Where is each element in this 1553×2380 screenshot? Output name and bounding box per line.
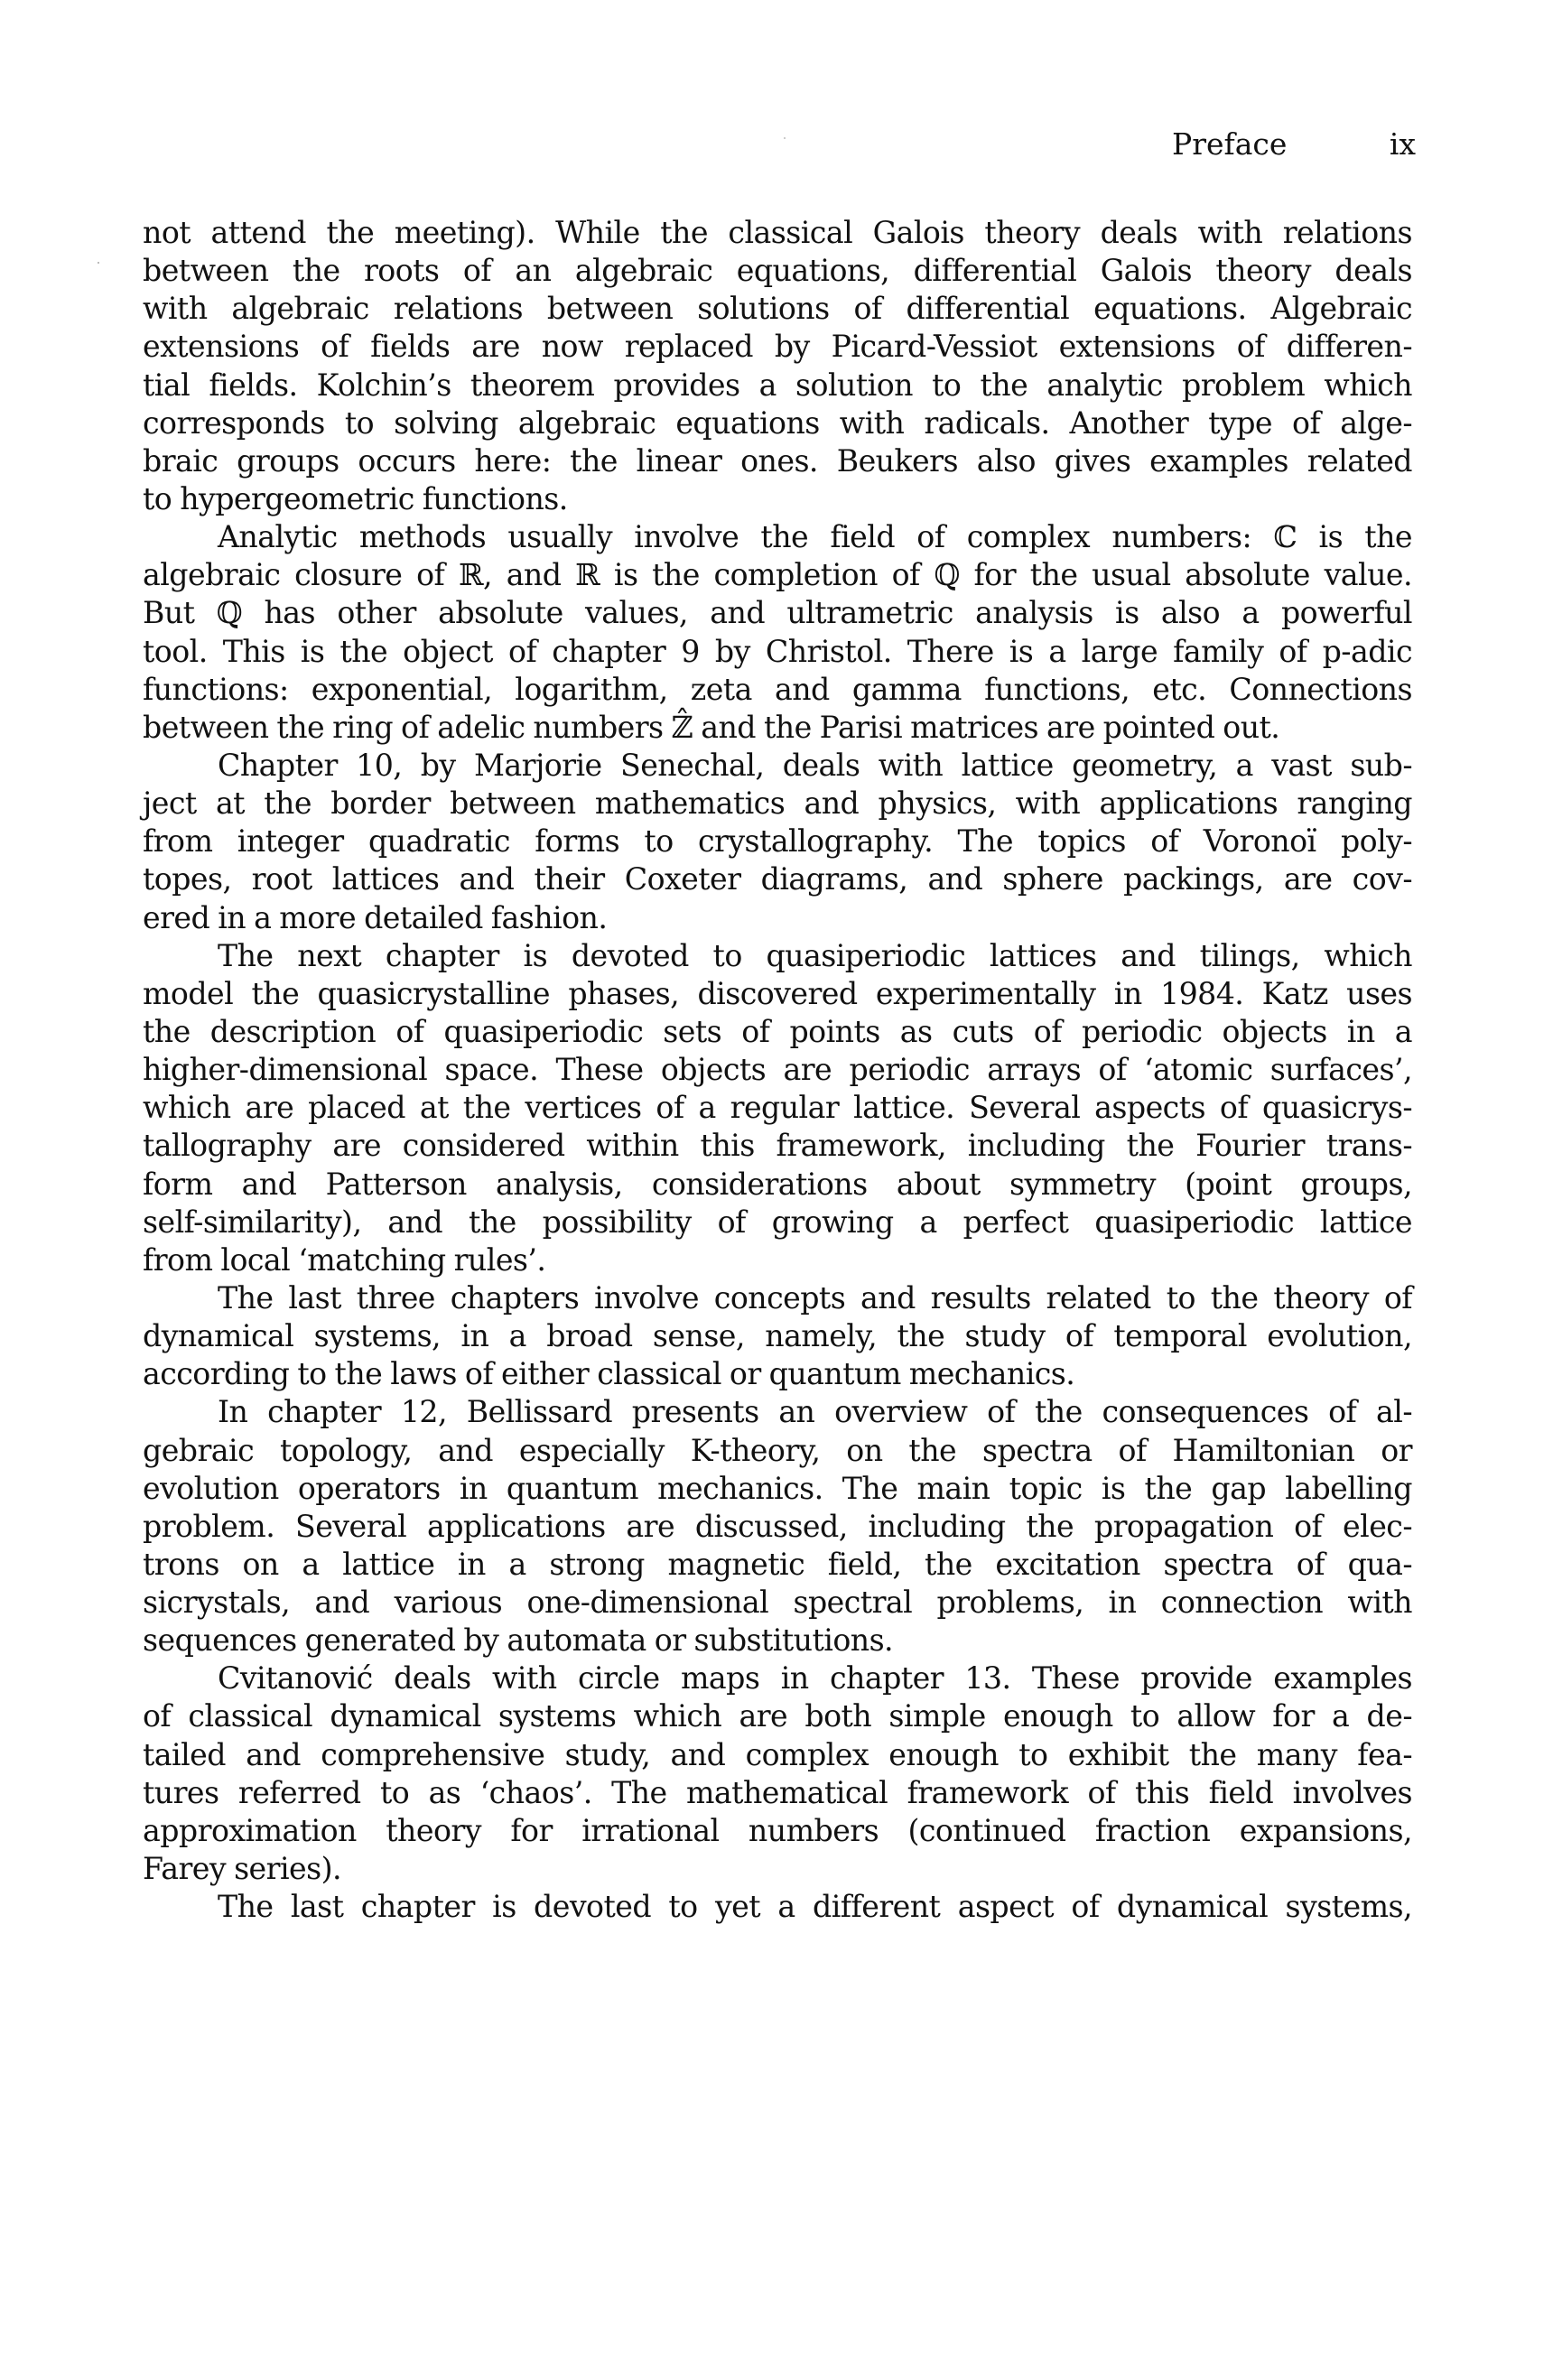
text-line: braic groups occurs here: the linear ones. Beukers also gives examples related [143,442,1412,479]
scan-speck [98,262,99,264]
text-line: the description of quasiperiodic sets of points as cuts of periodic objects in a [143,1013,1412,1049]
text-line: higher-dimensional space. These objects are periodic arrays of ‘atomic surfaces’, [143,1052,1412,1088]
text-line: evolution operators in quantum mechanics. The main topic is the gap labelling [143,1470,1412,1506]
text-line: dynamical systems, in a broad sense, namely, the study of temporal evolution, [143,1318,1412,1354]
running-head [1172,126,1416,172]
paragraph [143,1888,1412,1926]
text-line: corresponds to solving algebraic equations with radicals. Another type of alge- [143,404,1412,441]
paragraph [143,1279,1412,1393]
paragraph [143,1659,1412,1888]
text-line: form and Patterson analysis, considerations about symmetry (point groups, [143,1166,1412,1202]
paragraph [143,214,1412,518]
text-line: approximation theory for irrational numbers (continued fraction expansions, [143,1812,1412,1848]
text-line: Farey series). [143,1851,341,1887]
text-line: ject at the border between mathematics and physics, with applications ranging [143,786,1412,822]
text-line: sicrystals, and various one-dimensional spectral problems, in connection with [143,1585,1412,1621]
text-line: topes, root lattices and their Coxeter diagrams, and sphere packings, are cov- [143,861,1412,897]
text-line: tures referred to as ‘chaos’. The mathematical framework of this field involves [143,1774,1412,1810]
text-line: The next chapter is devoted to quasiperiodic lattices and tilings, which [218,937,1412,973]
text-line: tallography are considered within this framework, including the Fourier trans- [143,1128,1412,1164]
text-line: ered in a more detailed fashion. [143,899,608,935]
text-line: not attend the meeting). While the classical Galois theory deals with relations [143,215,1412,250]
running-head-title: Preface [1172,126,1288,162]
text-line: algebraic closure of ℝ, and ℝ is the completion of ℚ for the usual absolute value. [143,557,1412,593]
text-line: Cvitanović deals with circle maps in chapter 13. These provide examples [218,1660,1412,1697]
text-line: functions: exponential, logarithm, zeta and gamma functions, etc. Connections [143,671,1412,707]
paragraph [143,747,1412,937]
text-line: gebraic topology, and especially K-theory, on the spectra of Hamiltonian or [143,1432,1412,1468]
paragraph [143,1393,1412,1659]
text-line: model the quasicrystalline phases, discovered experimentally in 1984. Katz uses [143,975,1412,1011]
paragraph [143,937,1412,1279]
text-line: to hypergeometric functions. [143,480,568,516]
text-line: tial fields. Kolchin’s theorem provides a solution to the analytic problem which [143,367,1412,403]
text-line: extensions of fields are now replaced by Picard-Vessiot extensions of differen- [143,329,1412,365]
text-line: trons on a lattice in a strong magnetic field, the excitation spectra of qua- [143,1546,1412,1582]
text-line: sequences generated by automata or substitutions. [143,1622,894,1659]
page-number: ix [1389,126,1416,162]
text-line: In chapter 12, Bellissard presents an overview of the consequences of al- [218,1394,1412,1430]
text-line: from local ‘matching rules’. [143,1241,546,1278]
text-line: with algebraic relations between solutions of differential equations. Algebraic [143,291,1412,327]
text-line: of classical dynamical systems which are both simple enough to allow for a de- [143,1698,1412,1734]
text-line: problem. Several applications are discussed, including the propagation of elec- [143,1508,1412,1544]
text-line: The last three chapters involve concepts and results related to the theory of [218,1279,1412,1316]
paragraph [143,518,1412,747]
text-line: The last chapter is devoted to yet a different aspect of dynamical systems, [218,1889,1412,1925]
body-text [143,214,1412,1926]
text-line: from integer quadratic forms to crystallography. The topics of Voronoï poly- [143,823,1412,860]
text-line: tool. This is the object of chapter 9 by Christol. There is a large family of p-adic [143,633,1412,669]
text-line: between the ring of adelic numbers ℤ̂ and the Parisi matrices are pointed out. [143,709,1280,745]
text-line: Analytic methods usually involve the field of complex numbers: ℂ is the [218,519,1412,555]
text-line: which are placed at the vertices of a regular lattice. Several aspects of quasicrys- [143,1090,1412,1126]
text-line: But ℚ has other absolute values, and ultrametric analysis is also a powerful [143,595,1412,631]
text-line: between the roots of an algebraic equations, differential Galois theory deals [143,253,1412,289]
text-line: according to the laws of either classical or quantum mechanics. [143,1356,1075,1392]
text-line: self-similarity), and the possibility of growing a perfect quasiperiodic lattice [143,1204,1412,1240]
scan-speck [784,137,786,139]
text-line: tailed and comprehensive study, and complex enough to exhibit the many fea- [143,1736,1412,1772]
text-line: Chapter 10, by Marjorie Senechal, deals with lattice geometry, a vast sub- [218,747,1412,783]
